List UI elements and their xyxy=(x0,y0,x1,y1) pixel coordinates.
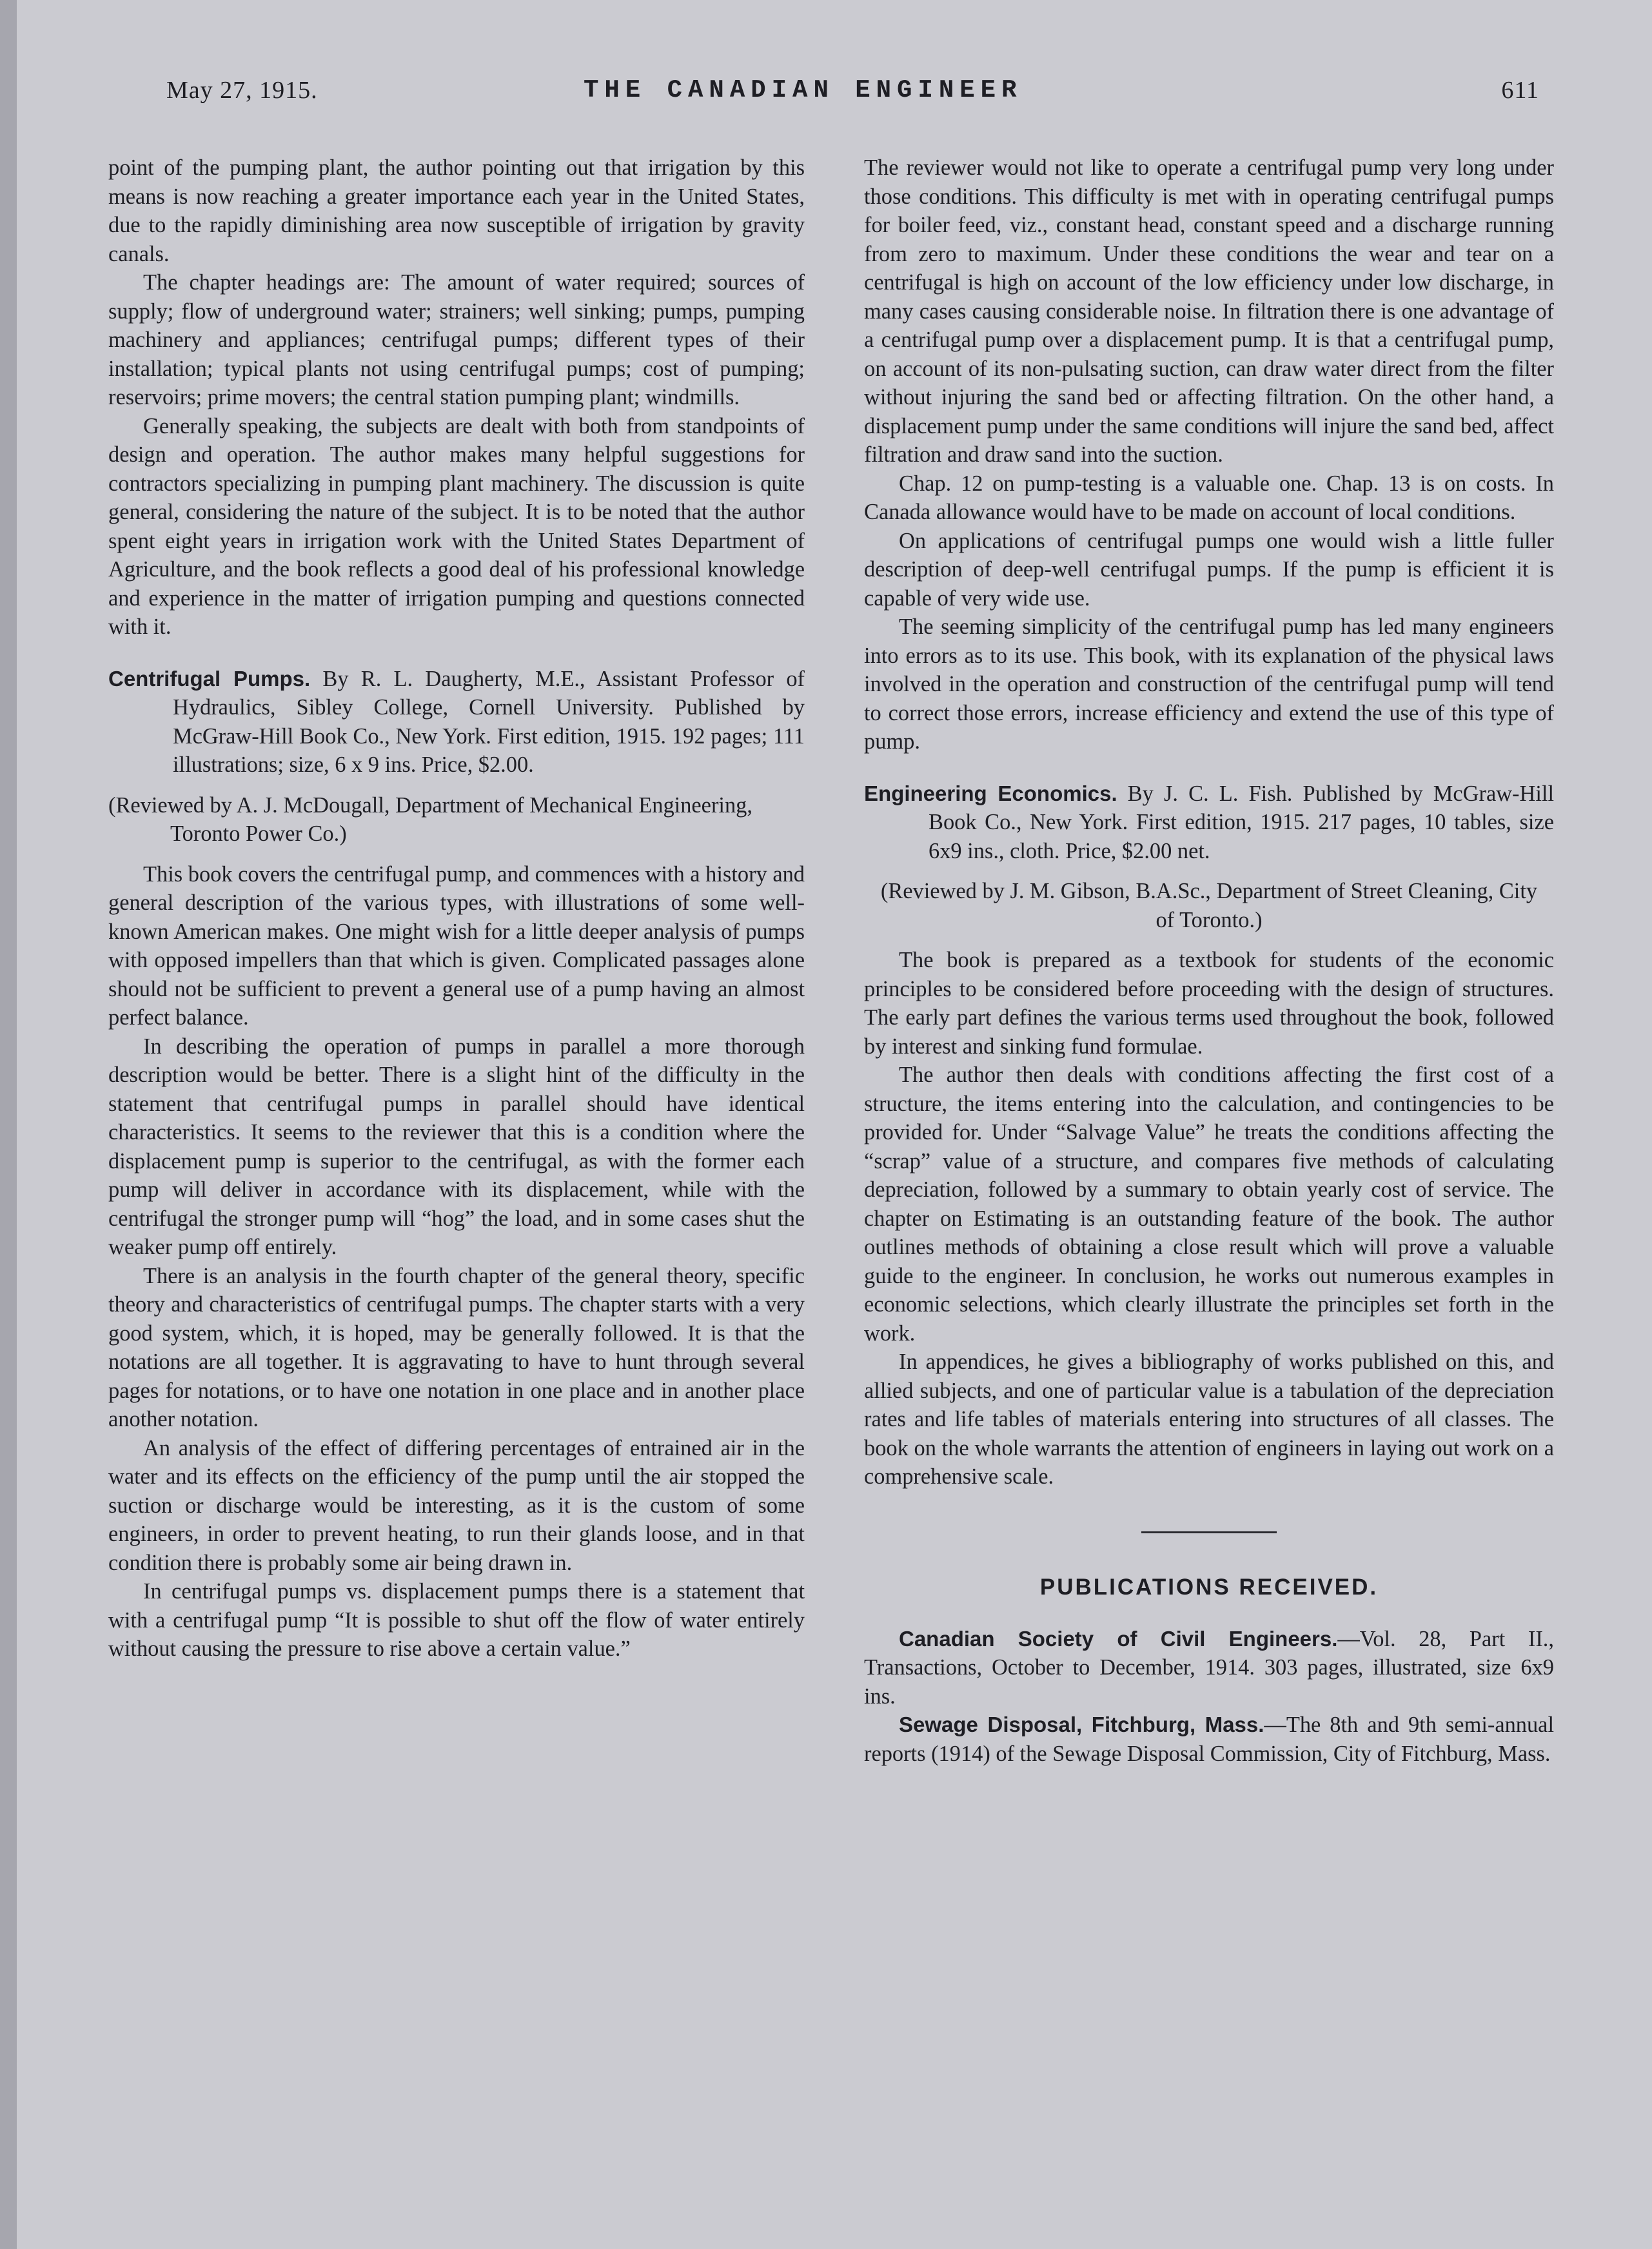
journal-title: THE CANADIAN ENGINEER xyxy=(584,76,1023,104)
left-column xyxy=(108,153,805,1664)
book-title: Centrifugal Pumps. xyxy=(108,666,311,691)
issue-date: May 27, 1915. xyxy=(166,77,318,104)
publication-title: Sewage Disposal, Fitchburg, Mass. xyxy=(899,1713,1264,1736)
paragraph: An analysis of the effect of differing percentages of entrained air in the water and its effects on the efficiency of the pump until the air stopped the suction or discharge would be interesting, as it is the custom of some engineers, in order to prevent heating, to run their glands loose, and in that condition there is probably some air being drawn in. xyxy=(108,1435,805,1575)
right-column xyxy=(864,153,1554,1768)
book-entry-engineering-economics xyxy=(864,780,1554,866)
paragraph: The book is prepared as a textbook for students of the economic principles to be considered before proceeding with the design of structures. The early part defines the various terms used throughout the book, followed by interest and sinking fund formulae. xyxy=(864,948,1554,1059)
book-title: Engineering Economics. xyxy=(864,781,1117,805)
paragraph: In describing the operation of pumps in parallel a more thorough description would be better. There is a slight hint of the difficulty in the statement that centrifugal pumps in parallel should have identical characteristics. It seems to the reviewer that this is a condition where the displacement pump is superior to the centrifugal, as with the former each pump will deliver in accordance with its displacement, while with the centrifugal the stronger pump will “hog” the load, and in some cases shut the weaker pump off entirely. xyxy=(108,1034,805,1259)
publication-details: —Vol. 28, Part II., Transactions, October to December, 1914. 303 pages, illustrated, size 6x9 ins. xyxy=(864,1626,1555,1709)
binding-shadow xyxy=(0,0,17,2249)
paragraph: In appendices, he gives a bibliography of works published on this, and allied subjects, and one of particular value is a tabulation of the depreciation rates and life tables of materials entering into structures of all classes. The book on the whole warrants the attention of engineers in laying out work on a comprehensive scale. xyxy=(864,1350,1554,1489)
paragraph: In centrifugal pumps vs. displacement pumps there is a statement that with a centrifugal pump “It is possible to shut off the flow of water entirely without causing the pressure to rise above a certain value.” xyxy=(108,1579,805,1661)
reviewer-note: (Reviewed by A. J. McDougall, Department of Mechanical Engineering, Toronto Power Co.) xyxy=(108,792,752,846)
paragraph: point of the pumping plant, the author pointing out that irrigation by this means is now reaching a greater importance each year in the United States, due to the rapidly diminishing area now susceptible of irrigation by gravity canals. xyxy=(108,155,805,266)
reviewer-note: (Reviewed by J. M. Gibson, B.A.Sc., Department of Street Cleaning, City of Toronto.) xyxy=(880,879,1538,932)
publication-title: Canadian Society of Civil Engineers. xyxy=(899,1626,1338,1651)
publication-item xyxy=(864,1625,1554,1711)
paragraph: On applications of centrifugal pumps one would wish a little fuller description of deep-well centrifugal pumps. If the pump is efficient it is capable of very wide use. xyxy=(864,528,1554,611)
paragraph: The reviewer would not like to operate a centrifugal pump very long under those conditions. This difficulty is met with in operating centrifugal pumps for boiler feed, viz., constant head, constant speed and a discharge running from zero to maximum. Under these conditions the wear and tear on a centrifugal is high on account of the low efficiency under low discharge, in many cases causing considerable noise. In filtration there is one advantage of a centrifugal pump over a displacement pump. It is that a centrifugal pump, on account of its non-pulsating suction, can draw water direct from the filter without injuring the sand bed or affecting filtration. On the other hand, a displacement pump under the same conditions will injure the sand bed, affect filtration and draw sand into the suction. xyxy=(864,155,1554,467)
publication-details: —The 8th and 9th semi-annual reports (1914) of the Sewage Disposal Commission, City of Fitchburg, Mass. xyxy=(864,1713,1554,1766)
paragraph: Generally speaking, the subjects are dealt with both from standpoints of design and operation. The author makes many helpful suggestions for contractors specializing in pumping plant machinery. The discussion is quite general, considering the nature of the subject. It is to be noted that the author spent eight years in irrigation work with the United States Department of Agriculture, and the book reflects a good deal of his professional knowledge and experience in the matter of irrigation pumping and questions connected with it. xyxy=(108,413,805,639)
page-number: 611 xyxy=(1501,77,1539,104)
paragraph: The author then deals with conditions affecting the first cost of a structure, the items entering into the calculation, and contingencies to be provided for. Under “Salvage Value” he treats the conditions affecting the “scrap” value of a structure, and compares five methods of calculating depreciation, followed by a summary to obtain yearly cost of service. The chapter on Estimating is an outstanding feature of the book. The author outlines methods of obtaining a close result which will prove a valuable guide to the engineer. In conclusion, he works out numerous examples in economic selections, which clearly illustrate the principles set forth in the work. xyxy=(864,1063,1554,1346)
running-header xyxy=(0,76,1652,121)
book-details: By R. L. Daugherty, M.E., Assistant Professor of Hydraulics, Sibley College, Cornell University. Published by McGraw-Hill Book Co., New York. First edition, 1915. 192 pages; 111 illustrations; size, 6 x 9 ins. Price, $2.00. xyxy=(173,666,805,777)
paragraph: The seeming simplicity of the centrifugal pump has led many engineers into errors as to its use. This book, with its explanation of the physical laws involved in the operation and construction of the centrifugal pump will tend to correct those errors, increase efficiency and extend the use of this type of pump. xyxy=(864,614,1554,754)
publications-heading: PUBLICATIONS RECEIVED. xyxy=(1039,1574,1379,1600)
paragraph: Chap. 12 on pump-testing is a valuable one. Chap. 13 is on costs. In Canada allowance would have to be made on account of local conditions. xyxy=(864,471,1554,524)
paragraph: There is an analysis in the fourth chapter of the general theory, specific theory and characteristics of centrifugal pumps. The chapter starts with a very good system, which, it is hoped, may be generally followed. It is that the notations are all together. It is aggravating to have to hunt through several pages for notations, or to have one notation in one place and in another place another notation. xyxy=(108,1263,805,1431)
book-details: By J. C. L. Fish. Published by McGraw-Hill Book Co., New York. First edition, 1915. 217 pages, 10 tables, size 6x9 ins., cloth. Price, $2.00 net. xyxy=(929,781,1554,863)
book-entry-centrifugal-pumps xyxy=(108,665,805,780)
publication-item xyxy=(864,1711,1554,1768)
paragraph: This book covers the centrifugal pump, and commences with a history and general description of the various types, with illustrations of some well-known American makes. One might wish for a little deeper analysis of pumps with opposed impellers than that which is given. Complicated passages alone should not be sufficient to prevent a general use of a pump having an almost perfect balance. xyxy=(108,861,805,1030)
paragraph: The chapter headings are: The amount of water required; sources of supply; flow of underground water; strainers; well sinking; pumps, pumping machinery and appliances; centrifugal pumps; different types of their installation; typical plants not using centrifugal pumps; cost of pumping; reservoirs; prime movers; the central station pumping plant; windmills. xyxy=(108,270,805,409)
